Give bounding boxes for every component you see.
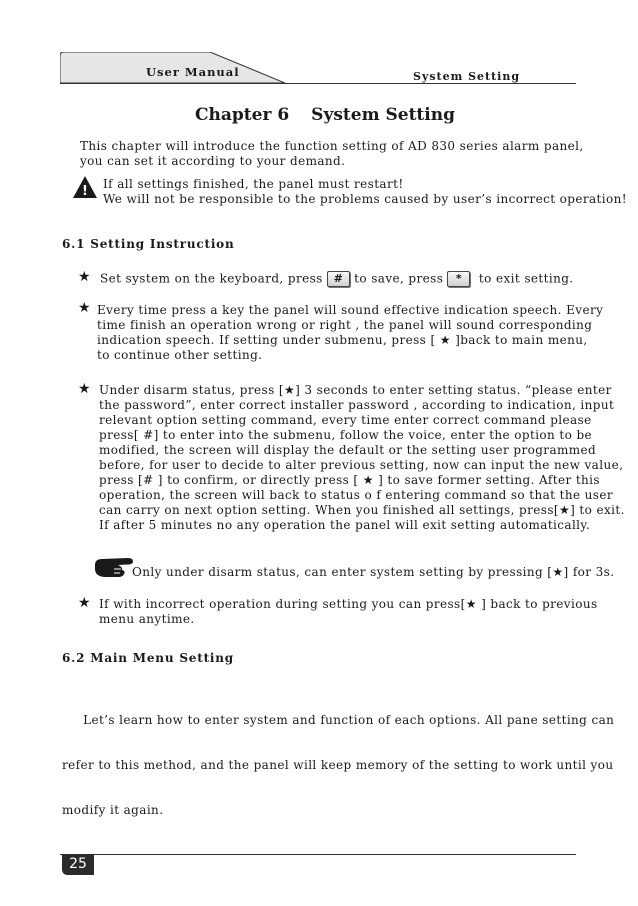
bullet-line: the password”, enter correct installer password , according to indication, input: [99, 398, 615, 412]
warning-line: We will not be responsible to the problems caused by user’s incorrect operation!: [103, 192, 627, 206]
bullet-line: If after 5 minutes no any operation the panel will exit setting automatically.: [99, 518, 591, 532]
disarm-note: Only under disarm status, can enter system setting by pressing [★] for 3s.: [132, 565, 615, 579]
bullet-line: operation, the screen will back to status o f entering command so that the user: [99, 488, 613, 502]
bullet-line: If with incorrect operation during setting you can press[★ ] back to previous: [99, 597, 598, 611]
bullet-line: menu anytime.: [99, 612, 195, 626]
section-heading-6-2: 6.2 Main Menu Setting: [62, 651, 234, 665]
bullet-line: press [# ] to confirm, or directly press [ ★ ] to save former setting. After this: [99, 473, 600, 487]
bullet-keyboard-instruction: [100, 271, 574, 287]
star-key-icon: *: [447, 271, 470, 287]
footer-rule: [60, 854, 576, 855]
body-line: modify it again.: [62, 803, 164, 817]
body-line: Let’s learn how to enter system and function of each options. All pane setting can: [62, 713, 615, 727]
pointing-hand-icon: [94, 555, 134, 579]
warning-line: If all settings finished, the panel must restart!: [103, 177, 404, 191]
bullet-line: relevant option setting command, every time enter correct command please: [99, 413, 592, 427]
header-section-label: System Setting: [413, 70, 521, 83]
main-menu-paragraph: [62, 683, 614, 833]
star-bullet-icon: ★: [78, 269, 91, 285]
header-rule: [60, 83, 576, 84]
bullet-line: before, for user to decide to alter previous setting, now can input the new value,: [99, 458, 624, 472]
bullet-disarm-setting: [99, 383, 625, 533]
warning-text: [103, 177, 627, 207]
bullet-line: Under disarm status, press [★] 3 seconds to enter setting status. “please enter: [99, 383, 612, 397]
star-bullet-icon: ★: [78, 300, 91, 316]
page-number: 25: [69, 856, 87, 872]
bullet-line: Every time press a key the panel will sound effective indication speech. Every: [97, 303, 604, 317]
bullet-text: to exit setting.: [478, 271, 574, 286]
section-heading-6-1: 6.1 Setting Instruction: [62, 237, 235, 251]
body-line: refer to this method, and the panel will keep memory of the setting to work until you: [62, 758, 614, 772]
bullet-line: modified, the screen will display the default or the setting user programmed: [99, 443, 597, 457]
star-bullet-icon: ★: [78, 381, 91, 397]
warning-triangle-icon: [72, 175, 98, 199]
header-manual-label: User Manual: [146, 65, 240, 79]
bullet-line: press[ #] to enter into the submenu, follow the voice, enter the option to be: [99, 428, 593, 442]
chapter-heading: [0, 105, 638, 125]
chapter-number: Chapter 6: [195, 105, 290, 125]
intro-line: This chapter will introduce the function setting of AD 830 series alarm panel,: [80, 139, 584, 153]
bullet-text: to save, press: [354, 271, 444, 286]
bullet-line: to continue other setting.: [97, 348, 263, 362]
bullet-incorrect-operation: [99, 597, 598, 627]
hash-key-icon: #: [327, 271, 350, 287]
bullet-indication-speech: [97, 303, 603, 363]
chapter-title: System Setting: [311, 105, 455, 125]
intro-paragraph: [80, 139, 584, 169]
bullet-line: can carry on next option setting. When you finished all settings, press[★] to exit.: [99, 503, 625, 517]
bullet-text: Set system on the keyboard, press: [100, 271, 323, 286]
bullet-line: indication speech. If setting under submenu, press [ ★ ]back to main menu,: [97, 333, 588, 347]
star-bullet-icon: ★: [78, 595, 91, 611]
warning-mark: !: [82, 184, 88, 199]
bullet-line: time finish an operation wrong or right , the panel will sound corresponding: [97, 318, 593, 332]
intro-line: you can set it according to your demand.: [80, 154, 346, 168]
